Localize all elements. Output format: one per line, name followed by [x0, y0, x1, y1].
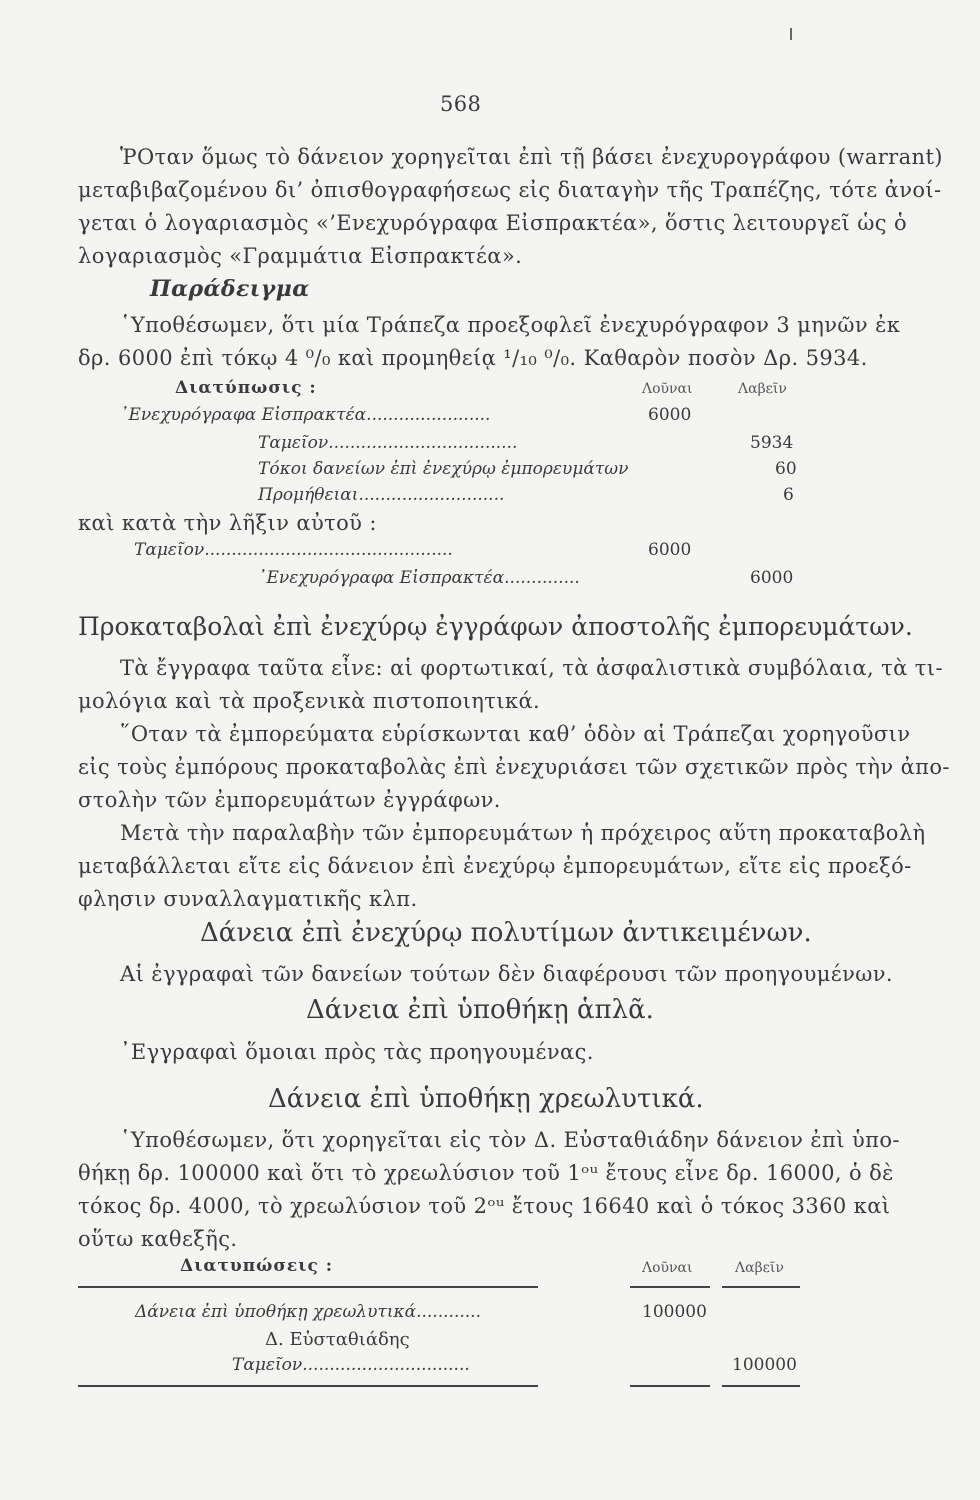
journal-debit: 6000 [648, 405, 692, 425]
intro-line: λογαριασμὸς «Γραμμάτια Εἰσπρακτέα». [78, 244, 523, 268]
journal-title: Διατύπωσις : [175, 378, 317, 398]
journal-row-label: Ταμεῖον............................... [232, 1355, 470, 1375]
section-line: μολόγια καὶ τὰ προξενικὰ πιστοποιητικά. [78, 689, 541, 713]
section-line: ῞Οταν τὰ ἐμπορεύματα εὑρίσκωνται καθ’ ὁδὸν αἱ Τράπεζαι χορηγοῦσιν [120, 722, 911, 746]
margin-mark [790, 28, 792, 40]
table-rule [630, 1286, 710, 1288]
credit-header: Λαβεῖν [738, 381, 787, 397]
debit-header: Λοῦναι [642, 381, 693, 397]
section-heading: Δάνεια ἐπὶ ἐνεχύρῳ πολυτίμων ἀντικειμένων. [200, 918, 812, 948]
table-rule [722, 1286, 800, 1288]
intro-line: μεταβιβαζομένου δι’ ὀπισθογραφήσεως εἰς διαταγὴν τῆς Τραπέζης, τότε ἀνοί- [78, 178, 942, 202]
table-rule [78, 1286, 538, 1288]
journal-credit: 6000 [750, 568, 794, 588]
settlement-text: καὶ κατὰ τὴν λῆξιν αὐτοῦ : [78, 511, 377, 535]
table-rule [630, 1385, 710, 1387]
section-line: μεταβάλλεται εἴτε εἰς δάνειον ἐπὶ ἐνεχύρῳ ἐμπορευμάτων, εἴτε εἰς προεξό- [78, 854, 912, 878]
journal-title: Διατυπώσεις : [180, 1256, 334, 1276]
section-line: τόκος δρ. 4000, τὸ χρεωλύσιον τοῦ 2ᵒᵘ ἔτους 16640 καὶ ὁ τόκος 3360 καὶ [78, 1194, 891, 1218]
journal-row-label: Ταμεῖον.............................................. [134, 540, 453, 560]
journal-row-label: Προμήθειαι........................... [258, 485, 505, 505]
section-heading: Προκαταβολαὶ ἐπὶ ἐνεχύρῳ ἐγγράφων ἀποστολῆς ἐμπορευμάτων. [78, 612, 913, 641]
journal-sub-label: Δ. Εὐσταθιάδης [265, 1329, 410, 1350]
journal-debit: 100000 [642, 1302, 707, 1322]
section-line: ῾Υποθέσωμεν, ὅτι χορηγεῖται εἰς τὸν Δ. Εὐσταθιάδην δάνειον ἐπὶ ὑπο- [120, 1128, 900, 1152]
journal-credit: 6 [783, 485, 794, 505]
credit-header: Λαβεῖν [735, 1260, 784, 1276]
journal-credit: 5934 [750, 433, 794, 453]
section-line: οὕτω καθεξῆς. [78, 1227, 238, 1251]
example-line: δρ. 6000 ἐπὶ τόκῳ 4 ⁰/₀ καὶ προμηθείᾳ ¹/₁₀ ⁰/₀. Καθαρὸν ποσὸν Δρ. 5934. [78, 346, 868, 370]
journal-row-label: Τόκοι δανείων ἐπὶ ἐνεχύρῳ ἐμπορευμάτων [258, 459, 629, 479]
table-rule [78, 1385, 538, 1387]
section-line: θήκῃ δρ. 100000 καὶ ὅτι τὸ χρεωλύσιον τοῦ 1ᵒᵘ ἔτους εἶνε δρ. 16000, ὁ δὲ [78, 1161, 894, 1185]
journal-row-label: ᾿Ενεχυρόγραφα Εἰσπρακτέα....................... [120, 405, 491, 425]
journal-credit: 100000 [732, 1355, 797, 1375]
journal-row-label: ᾿Ενεχυρόγραφα Εἰσπρακτέα.............. [258, 568, 580, 588]
journal-debit: 6000 [648, 540, 692, 560]
section-line: Τὰ ἔγγραφα ταῦτα εἶνε: αἱ φορτωτικαί, τὰ ἀσφαλιστικὰ συμβόλαια, τὰ τι- [120, 656, 943, 680]
intro-line: ῬΟταν ὅμως τὸ δάνειον χορηγεῖται ἐπὶ τῇ βάσει ἐνεχυρογράφου (warrant) [120, 145, 943, 169]
example-line: ῾Υποθέσωμεν, ὅτι μία Τράπεζα προεξοφλεῖ ἐνεχυρόγραφον 3 μηνῶν ἐκ [120, 313, 901, 337]
section-heading: Δάνεια ἐπὶ ὑποθήκῃ χρεωλυτικά. [268, 1084, 704, 1114]
page-number: 568 [440, 92, 482, 116]
section-line: Αἱ ἐγγραφαὶ τῶν δανείων τούτων δὲν διαφέρουσι τῶν προηγουμένων. [120, 962, 893, 986]
journal-credit: 60 [775, 459, 797, 479]
section-line: εἰς τοὺς ἐμπόρους προκαταβολὰς ἐπὶ ἐνεχυριάσει τῶν σχετικῶν πρὸς τὴν ἀπο- [78, 755, 950, 779]
debit-header: Λοῦναι [642, 1260, 693, 1276]
example-heading: Παράδειγμα [150, 276, 310, 302]
section-line: φλησιν συναλλαγματικῆς κλπ. [78, 887, 418, 911]
table-rule [722, 1385, 800, 1387]
section-line: Μετὰ τὴν παραλαβὴν τῶν ἐμπορευμάτων ἡ πρόχειρος αὕτη προκαταβολὴ [120, 821, 926, 845]
section-line: ᾿Εγγραφαὶ ὅμοιαι πρὸς τὰς προηγουμένας. [120, 1040, 594, 1064]
intro-line: γεται ὁ λογαριασμὸς «’Ενεχυρόγραφα Εἰσπρακτέα», ὅστις λειτουργεῖ ὡς ὁ [78, 211, 908, 235]
section-line: στολὴν τῶν ἐμπορευμάτων ἐγγράφων. [78, 788, 501, 812]
section-heading: Δάνεια ἐπὶ ὑποθήκῃ ἁπλᾶ. [306, 995, 654, 1025]
journal-row-label: Δάνεια ἐπὶ ὑποθήκῃ χρεωλυτικά............ [135, 1302, 481, 1322]
journal-row-label: Ταμεῖον................................... [258, 433, 518, 453]
